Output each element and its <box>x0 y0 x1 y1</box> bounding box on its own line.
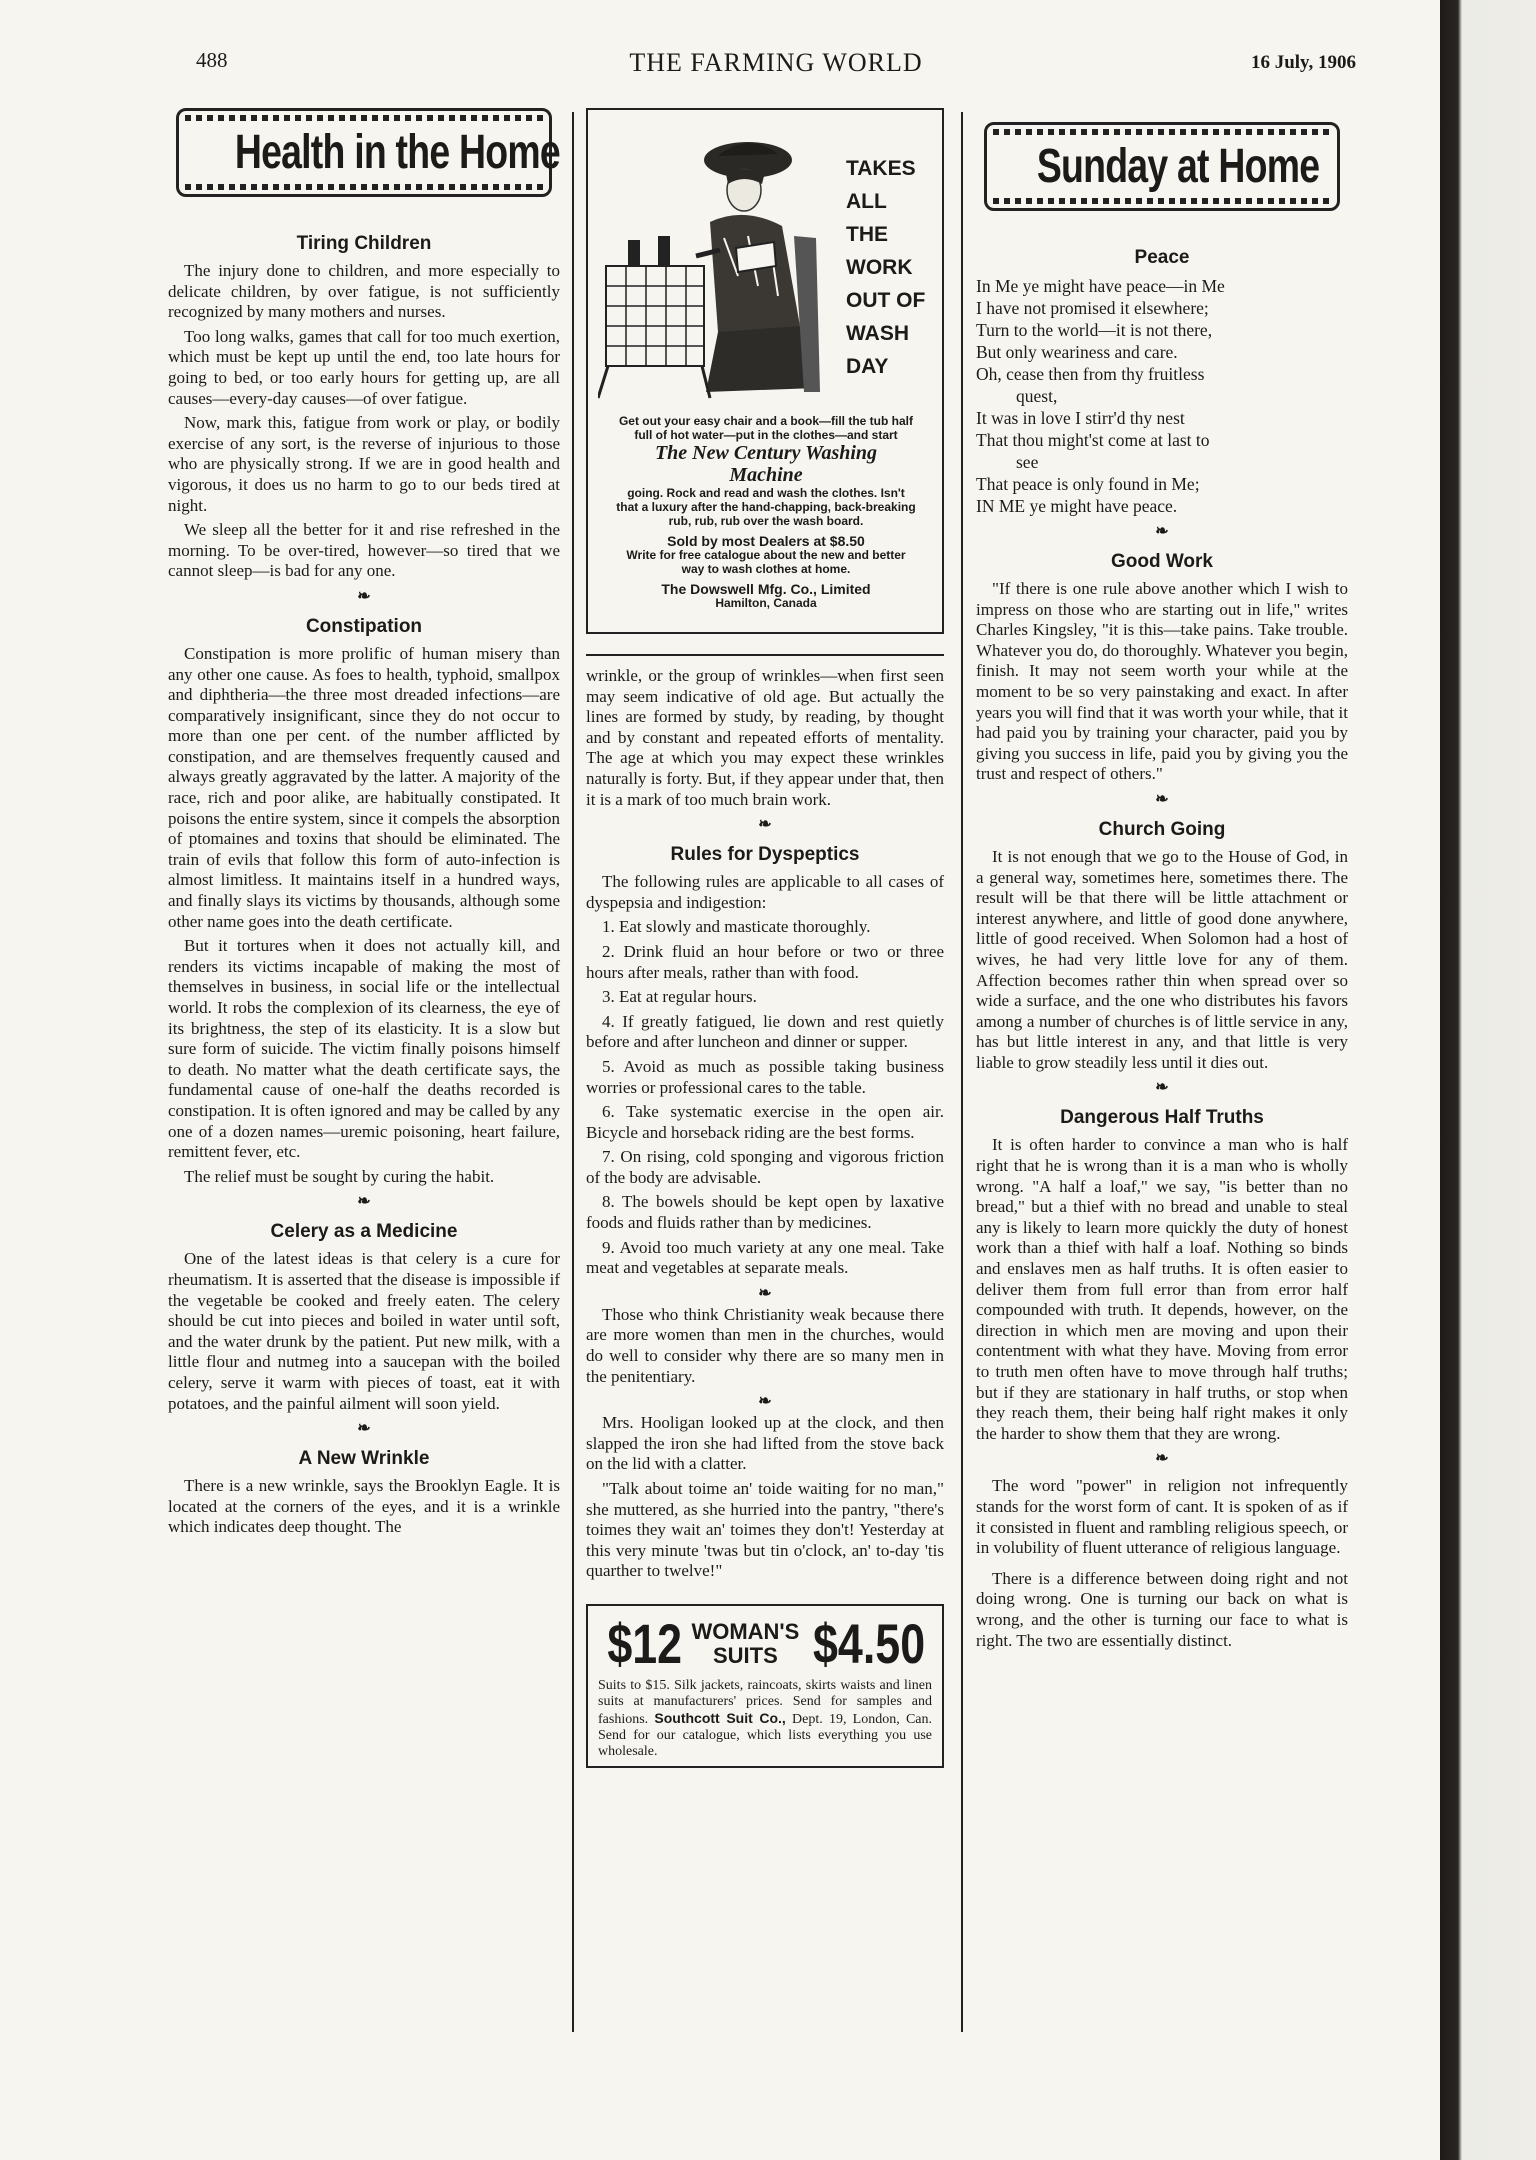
hooligan-paragraph: "Talk about toime an' toide waiting for no man," she muttered, as she hurried into the pantry, "there's toimes they wait an' toimes they don't! Yesterday at this very minute 'twas but tin o'clock, an' to-day 'tis quarther to twelve!" <box>586 1479 944 1581</box>
ad-maker: The Dowswell Mfg. Co., Limited <box>661 581 871 597</box>
half-truths-heading: Dangerous Half Truths <box>1060 1107 1264 1129</box>
slogan-line: WORK <box>846 256 913 279</box>
woman-reading-illustration-icon <box>598 126 834 402</box>
page-number: 488 <box>196 48 228 72</box>
celery-heading: Celery as a Medicine <box>270 1221 458 1243</box>
tiring-paragraph: Too long walks, games that call for too much exertion, which must be kept up until the end, too late hours for going to bed, or too early hours for getting up, are all causes—every-day causes—of over fatigue. <box>168 326 560 408</box>
tiring-paragraph: We sleep all the better for it and rise refreshed in the morning. To be over-tired, however—so tired that we cannot sleep—is bad for any one. <box>168 520 560 581</box>
washing-machine-ad <box>586 108 944 634</box>
tiring-paragraph: The injury done to children, and more especially to delicate children, by over fatigue, is not sufficiently recognized by many mothers and nurses. <box>168 261 560 322</box>
good-work-heading: Good Work <box>1110 551 1214 572</box>
church-paragraph: It is not enough that we go to the House of God, in a general way, sometimes here, sometimes there. The result will be that there will be little attachment or interest anywhere, and little of good done anywhere, little of good received. When Solomon had a host of wives, he had very little love for any of them. Affection becomes rather thin when spread over so wide a surface, and the one who distributes his favors among a number of churches is of little service in any, has but little interest in any, and that little is very liable to grow steadily less until it dies out. <box>976 846 1348 1072</box>
suits-address: Dept. 19, London, Can. <box>792 1711 932 1727</box>
sunday-banner-title: Sunday at Home <box>1036 140 1320 193</box>
dyspeptics-rule: 9. Avoid too much variety at any one meal. Take meat and vegetables at separate meals. <box>586 1237 944 1278</box>
power-paragraph: The word "power" in religion not infrequently stands for the worst form of cant. It is spoken of as if it consisted in fluent and rambling religious speech, or in volubility of fluent utterance of religious language. <box>976 1476 1348 1558</box>
constipation-paragraph: But it tortures when it does not actually kill, and renders its victims incapable of making the most of themselves in business, in social life or the intellectual world. It robs the complexion of its clearness, the eye of its brightness, the step of its elasticity. It is a slow but sure form of suicide. The victim finally poisons himself to death. No matter what the death certificate says, the fundamental cause of one-half the deaths recorded is constipation. It is often ignored and may be called by any one of a dozen names—uremic poisoning, heart failure, remittent fever, etc. <box>168 936 560 1162</box>
suits-label-line: WOMAN'S <box>691 1618 800 1644</box>
poem-line: In Me ye might have peace—in Me <box>976 276 1225 296</box>
slogan-line: THE <box>846 223 888 246</box>
suits-ad <box>586 1604 944 1768</box>
product-name: The New Century Washing Machine <box>654 442 878 486</box>
celery-paragraph: One of the latest ideas is that celery is a cure for rheumatism. It is asserted that the disease is impossible if the vegetable be cooked and freely eaten. The celery should be cut into pieces and boiled in water until soft, and the water drunk by the patient. Put new milk, with a little flour and nutmeg into a saucepan with the boiled celery, serve it warm with pieces of toast, eat it with potatoes, and the painful ailment will soon yield. <box>168 1249 560 1413</box>
ornament-icon: ❧ <box>758 1284 772 1302</box>
dyspeptics-rule: 1. Eat slowly and masticate thoroughly. <box>602 917 871 937</box>
binding-gutter <box>1440 0 1536 2160</box>
ad-slogan <box>846 152 925 383</box>
ornament-icon: ❧ <box>357 1193 371 1211</box>
constipation-paragraph: Constipation is more prolific of human misery than any other one cause. As foes to health, typhoid, smallpox and diphtheria—the three most dreaded infections—are comparatively insignificant, since they do not occur to more than one per cent. of the number afflicted by constipation, and are themselves frequently caused and always greatly aggravated by the latter. A majority of the race, rich and poor alike, are habitually constipated. It poisons the entire system, since it compels the absorption of ptomaines and toxins that should be eliminated. The train of evils that follow this form of auto-infection is almost limitless. It maintains itself in a hundred ways, and finally slays its victims by thousands, although some other name goes into the death certificate. <box>168 643 560 931</box>
wrinkle-continued: wrinkle, or the group of wrinkles—when first seen may seem indicative of old age. But actually the lines are formed by study, by reading, by thought and by constant and repeated efforts of mentality. The age at which you may expect these wrinkles naturally is forty. But, if they appear under that, then it is a mark of too much brain work. <box>586 666 944 809</box>
poem-line: That thou might'st come at last to <box>976 430 1210 450</box>
dyspeptics-rule: 3. Eat at regular hours. <box>602 987 757 1007</box>
difference-paragraph: There is a difference between doing right and not doing wrong. One is turning our back on what is wrong, and the other is turning our face to what is right. The two are essentially distinct. <box>976 1568 1348 1650</box>
poem-line: Turn to the world—it is not there, <box>976 320 1213 340</box>
slogan-line: OUT OF <box>846 289 926 312</box>
ornament-icon: ❧ <box>1155 1450 1169 1468</box>
christianity-paragraph: Those who think Christianity weak because there are more women than men in the churches, would do well to consider why there are so many men in the penitentiary. <box>586 1304 944 1386</box>
ad-text: Get out your easy chair and a book—fill the tub half full of hot water—put in the clothes—and start <box>618 414 914 442</box>
slogan-line: ALL <box>846 190 887 213</box>
dyspeptics-intro: The following rules are applicable to all cases of dyspepsia and indigestion: <box>586 872 944 912</box>
publication-title: THE FARMING WORLD <box>629 48 923 77</box>
ornament-icon: ❧ <box>1155 1079 1169 1097</box>
dyspeptics-rule: 5. Avoid as much as possible taking business worries or professional cares to the table. <box>586 1056 944 1097</box>
page-header <box>196 44 1356 84</box>
tiring-heading: Tiring Children <box>296 233 432 254</box>
poem-line: see <box>1016 452 1039 472</box>
health-banner <box>176 108 560 197</box>
dyspeptics-rule: 8. The bowels should be kept open by laxative foods and fluids rather than by medicines. <box>586 1192 944 1233</box>
good-work-paragraph: "If there is one rule above another which I wish to impress on those who are starting out in life," writes Charles Kingsley, "it is this—take pains. Take trouble. Whatever you do, do thoroughly. Whatever you begin, finish. It may not seem worth your while at the moment to be so very painstaking and exact. In after years you will find that it was worth your while, that it had paid you by training your character, paid you by giving you success in life, paid you by giving you the trust and respect of others." <box>976 579 1348 784</box>
ornament-icon: ❧ <box>357 587 371 605</box>
poem-line: But only weariness and care. <box>976 342 1178 362</box>
dyspeptics-rule: 4. If greatly fatigued, lie down and rest quietly before and after luncheon and dinner or supper. <box>586 1011 944 1052</box>
ornament-icon: ❧ <box>357 1420 371 1438</box>
suits-label <box>691 1620 799 1668</box>
hooligan-paragraph: Mrs. Hooligan looked up at the clock, and then slapped the iron she had lifted from the stove back on the lid with a clatter. <box>586 1413 944 1474</box>
peace-heading: Peace <box>1134 247 1190 268</box>
column-sunday <box>976 108 1348 1655</box>
suits-label-line: SUITS <box>712 1642 778 1668</box>
dyspeptics-heading: Rules for Dyspeptics <box>670 844 860 866</box>
issue-date: 16 July, 1906 <box>1250 52 1356 73</box>
wrinkle-paragraph: There is a new wrinkle, says the Brooklyn Eagle. It is located at the corners of the eyes, and it is a wrinkle which indicates deep thought. The <box>168 1476 560 1537</box>
health-banner-title: Health in the Home <box>234 126 560 179</box>
suits-ad-text <box>598 1678 932 1760</box>
constipation-paragraph: The relief must be sought by curing the habit. <box>184 1166 495 1186</box>
price-left: $12 <box>607 1611 683 1675</box>
ornament-icon: ❧ <box>758 1393 772 1411</box>
tiring-paragraph: Now, mark this, fatigue from work or play, or bodily exercise of any sort, is the reverse of injurious to those who are physically strong. If we are in good health and vigorous, it does us no harm to go to our beds tired at night. <box>168 413 560 515</box>
ad-city: Hamilton, Canada <box>715 596 817 610</box>
constipation-heading: Constipation <box>305 615 423 637</box>
poem-line: Oh, cease then from thy fruitless <box>976 364 1205 384</box>
column-rule-right <box>961 112 963 2032</box>
dyspeptics-rule: 7. On rising, cold sponging and vigorous friction of the body are advisable. <box>586 1147 944 1187</box>
suits-company: Southcott Suit Co., <box>654 1709 786 1726</box>
poem-line: That peace is only found in Me; <box>976 474 1200 494</box>
sunday-banner <box>984 122 1340 211</box>
ornament-icon: ❧ <box>1155 790 1169 808</box>
column-rule-left <box>572 112 574 2032</box>
ornament-icon: ❧ <box>758 816 772 834</box>
poem-line: IN ME ye might have peace. <box>976 496 1178 516</box>
wrinkle-heading: A New Wrinkle <box>298 1448 430 1470</box>
suits-text: Suits to $15. Silk jackets, raincoats, skirts waists and linen suits at manufacturers' prices. Send for samples and fashions. <box>598 1677 932 1727</box>
poem-line: I have not promised it elsewhere; <box>976 298 1209 318</box>
ad-text: Write for free catalogue about the new and better way to wash clothes at home. <box>626 548 906 576</box>
slogan-line: WASH <box>846 322 909 345</box>
divider <box>586 654 944 656</box>
dyspeptics-rule: 6. Take systematic exercise in the open air. Bicycle and horseback riding are the best forms. <box>586 1102 944 1142</box>
ad-price: Sold by most Dealers at $8.50 <box>667 533 865 549</box>
column-health <box>168 108 560 1542</box>
column-middle <box>586 108 944 1768</box>
ad-body <box>616 414 916 610</box>
church-heading: Church Going <box>1098 818 1226 840</box>
poem-line: It was in love I stirr'd thy nest <box>976 408 1185 428</box>
peace-poem <box>976 275 1348 517</box>
suits-catalogue: Send for our catalogue, which lists everything you use wholesale. <box>598 1727 932 1759</box>
half-truths-paragraph: It is often harder to convince a man who is half right that he is wrong than it is a man who is wholly wrong. "A half a loaf," we say, "is better than no bread," but a thief with no bread and unable to steal any is likely to learn more quickly the duty of honest work than a thief with half a loaf. Nothing so binds and enslaves men as half truths. It is often easier to deliver them from full error than from error half compounded with truth. It depends, however, on the direction in which men are moving and upon their contentment with what they have. Moving from error to truth men often have to move through half truths; but if they are stationary in half truths, or stop when they reach them, their being half right makes it only the harder to show them that they are wrong. <box>976 1135 1348 1443</box>
price-right: $4.50 <box>813 1611 926 1675</box>
slogan-line: DAY <box>846 355 889 378</box>
ad-text: going. Rock and read and wash the clothes. Isn't that a luxury after the hand-chapping, back-breaking rub, rub, rub over the wash board. <box>616 486 916 528</box>
poem-line: quest, <box>1016 386 1058 406</box>
slogan-line: TAKES <box>846 157 916 180</box>
ornament-icon: ❧ <box>1155 523 1169 540</box>
dyspeptics-rule: 2. Drink fluid an hour before or two or three hours after meals, rather than with food. <box>586 941 944 982</box>
